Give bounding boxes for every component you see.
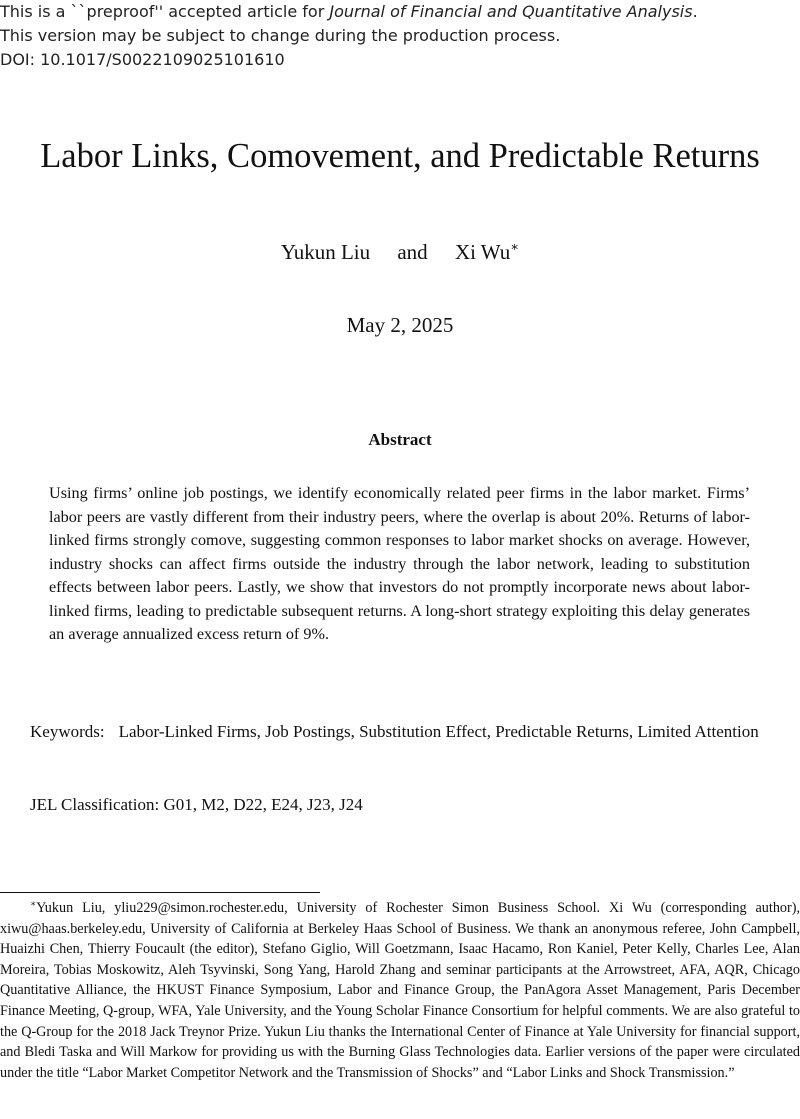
jel-label: JEL Classification: bbox=[30, 795, 160, 814]
doi-line: DOI: 10.1017/S0022109025101610 bbox=[0, 50, 285, 69]
footnote-text: Yukun Liu, yliu229@simon.rochester.edu, University of Rochester Simon Business School. Xi Wu (corresponding author), xiwu@haas.berkeley.edu, University of California at Berkeley Haas School of Business. We thank an anonymous referee, John Campbell, Huaizhi Chen, Thierry Foucault (the editor), Stefano Giglio, Will Goetzmann, Isaac Hacamo, Ron Kaniel, Peter Kelly, Charles Lee, Alan Moreira, Tobias Moskowitz, Aleh Tsyvinski, Song Yang, Harold Zhang and seminar participants at the Arrowstreet, AFA, AQR, Chicago Quantitative Alliance, the HKUST Finance Symposium, Labor and Finance Group, the PanAgora Asset Management, Paris December Finance Meeting, Q-group, WFA, Yale University, and the Young Scholar Finance Consortium for helpful comments. We are also grateful to the Q-Group for the 2018 Jack Treynor Prize. Yukun Liu thanks the International Center of Finance at Yale University for financial support, and Bledi Taska and Will Markow for providing us with the Burning Glass Technologies data. Earlier versions of the paper were circulated under the title “Labor Market Competitor Network and the Transmission of Shocks” and “Labor Links and Shock Transmission.” bbox=[0, 900, 800, 1081]
journal-name: Journal of Financial and Quantitative Analysis bbox=[329, 2, 693, 21]
preproof-suffix: . bbox=[692, 2, 698, 21]
abstract-heading: Abstract bbox=[368, 430, 432, 449]
abstract-text: Using firms’ online job postings, we identify economically related peer firms in the labor market. Firms’ labor peers are vastly different from their industry peers, where the overlap is about 20%. Returns of labor-linked firms strongly comove, suggesting common responses to labor market shocks on average. However, industry shocks can affect firms outside the industry through the labor network, leading to substitution effects between labor peers. Lastly, we show that investors do not promptly incorporate news about labor-linked firms, leading to predictable subsequent returns. A long-short strategy exploiting this delay generates an average annualized excess return of 9%. bbox=[49, 484, 750, 643]
author-2: Xi Wu bbox=[454, 240, 511, 264]
keywords bbox=[0, 710, 800, 753]
keywords-text: Labor-Linked Firms, Job Postings, Substitution Effect, Predictable Returns, Limited Attention bbox=[118, 722, 759, 741]
author-conjunction: and bbox=[397, 240, 428, 264]
preproof-line-2: This version may be subject to change during the production process. bbox=[0, 26, 561, 45]
author-line bbox=[0, 238, 800, 266]
author-1: Yukun Liu bbox=[280, 240, 371, 264]
author-footnote-mark: ∗ bbox=[510, 239, 520, 254]
preproof-line-1 bbox=[0, 0, 800, 24]
paper-date: May 2, 2025 bbox=[346, 313, 454, 337]
preproof-notice bbox=[0, 0, 800, 72]
jel-codes: G01, M2, D22, E24, J23, J24 bbox=[163, 795, 363, 814]
jel-classification bbox=[30, 792, 800, 818]
keywords-label: Keywords: bbox=[30, 722, 105, 741]
paper-title: Labor Links, Comovement, and Predictable Returns bbox=[40, 137, 760, 175]
footnote-rule bbox=[0, 892, 320, 893]
footnote bbox=[0, 898, 800, 1083]
preproof-prefix: This is a ``preproof'' accepted article for bbox=[0, 2, 330, 21]
footnote-mark: ∗ bbox=[30, 898, 37, 909]
